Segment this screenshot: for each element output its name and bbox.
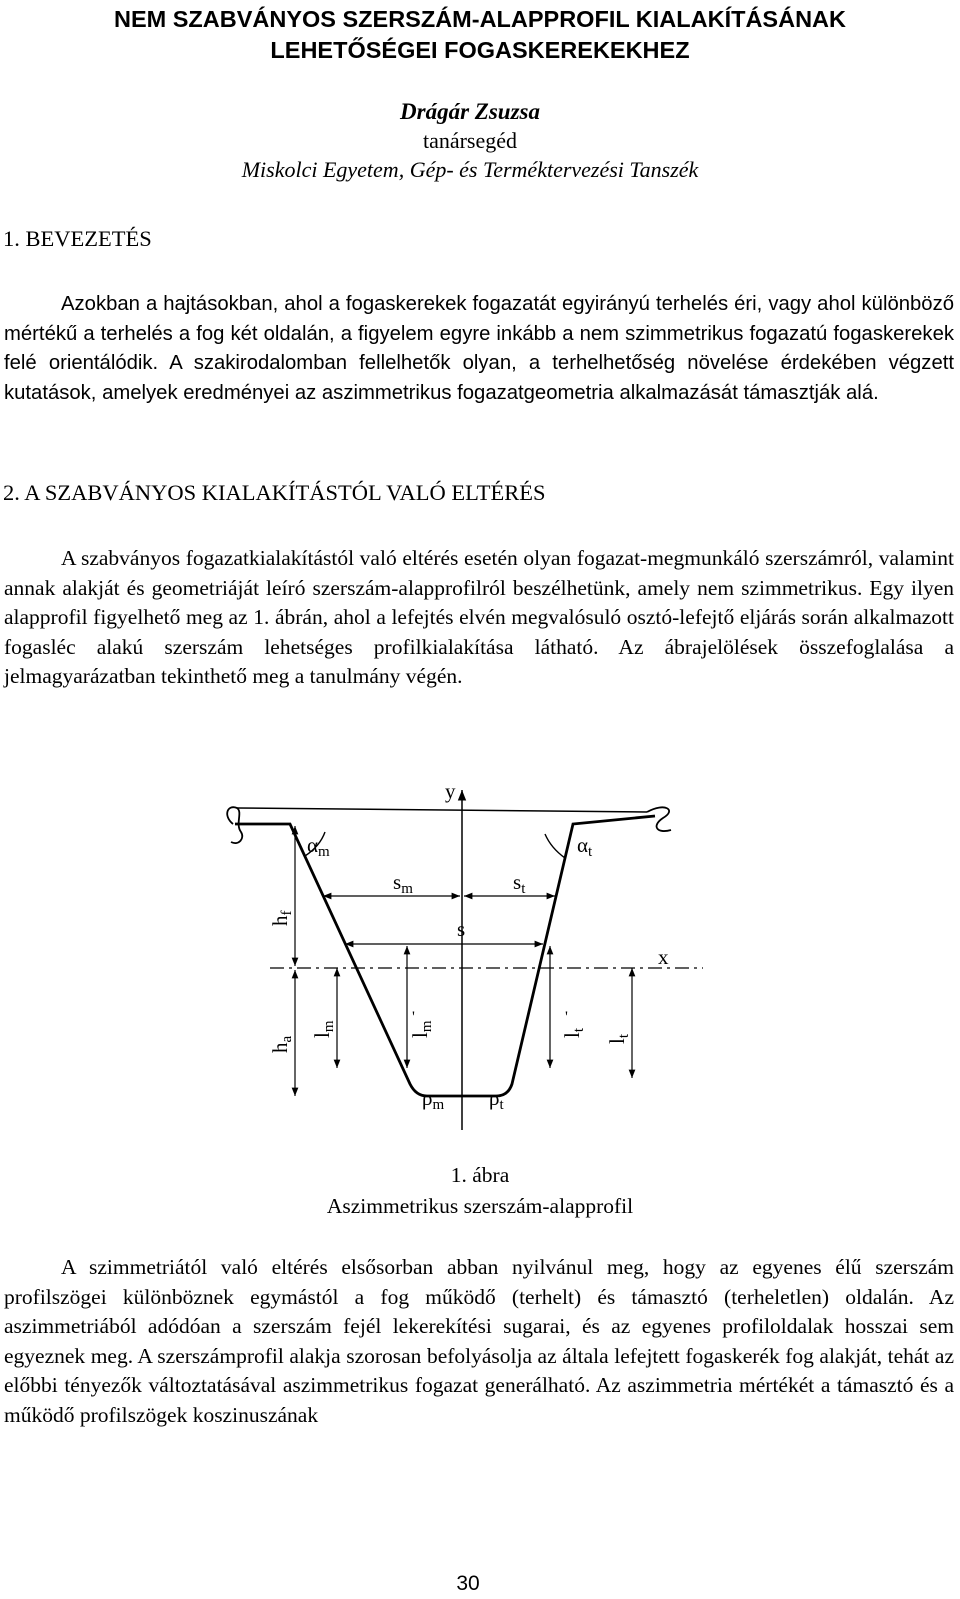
alpha-t-label: αt [577, 833, 593, 860]
paragraph-deviation: A szabványos fogazatkialakítástól való eltérés esetén olyan fogazat-megmunkáló szerszámról, valamint annak alakját és geometriáját leíró szerszám-alapprofilról beszélhetünk, amely nem szimmetrikus. Egy ilyen alapprofil figyelhető meg az 1. ábrán, ahol a lefejtés elvén megvalósuló osztó-lefejtő eljárás során alkalmazott fogasléc alakú szerszám lehetséges profilkialakítása látható. Az ábrajelölések összefoglalása a jelmagyarázatban tekinthető meg a tanulmány végén. [4, 546, 954, 688]
section-heading-introduction: 1. BEVEZETÉS [3, 226, 152, 251]
l-m-label: lm [310, 1020, 337, 1038]
author-name: Drágár Zsuzsa [400, 99, 540, 124]
y-axis-label: y [445, 779, 456, 803]
author-position: tanársegéd [422, 128, 518, 153]
author-affiliation: Miskolci Egyetem, Gép- és Terméktervezési Tanszék [241, 157, 699, 182]
tool-top-line [237, 808, 647, 812]
page-number: 30 [456, 1572, 480, 1595]
figure-number: 1. ábra [450, 1163, 510, 1187]
x-axis-label: x [658, 945, 669, 969]
figure-caption [0, 1160, 960, 1222]
s-t-label: st [513, 870, 526, 897]
s-label: s [457, 917, 466, 941]
rho-m-label: ρm [422, 1086, 445, 1113]
l-t-prime-mark: ' [565, 1009, 568, 1026]
rho-t-label: ρt [489, 1086, 504, 1113]
figure-title: Aszimmetrikus szerszám-alapprofil [326, 1194, 634, 1218]
right-break-line [647, 807, 671, 831]
author-block [160, 97, 780, 184]
figure-asymmetric-tool-profile [195, 768, 735, 1143]
title-line-1: NEM SZABVÁNYOS SZERSZÁM-ALAPPROFIL KIALAKÍTÁSÁNAK [114, 6, 846, 32]
l-t-label: lt [605, 1033, 632, 1044]
l-m-prime-label: lm [408, 1020, 435, 1038]
paper-title [0, 4, 960, 66]
h-f-label: hf [268, 910, 295, 926]
paragraph-introduction: Azokban a hajtásokban, ahol a fogaskerekek fogazatát egyirányú terhelés éri, vagy ahol különböző mértékű a terhelés a fog két oldalán, a figyelem egyre inkább a nem szimmetrikus fogazatú fogaskerekek felé orientálódik. A szakirodalomban fellelhetők olyan, a terhelhetőség növelése érdekében végzett kutatások, amelyek eredményei az aszimmetrikus fogazatgeometria alkalmazását támasztják alá. [4, 293, 954, 405]
l-t-prime-label: lt [560, 1027, 587, 1038]
s-m-label: sm [393, 870, 413, 897]
section-heading-deviation: 2. A SZABVÁNYOS KIALAKÍTÁSTÓL VALÓ ELTÉRÉS [3, 480, 546, 505]
alpha-t-arc [545, 834, 565, 858]
paragraph-asymmetry: A szimmetriától való eltérés elsősorban abban nyilvánul meg, hogy az egyenes élű szerszám profilszögei különböznek egymástól a fog működő (terhelt) és támasztó (terheletlen) oldalán. Az aszimmetriából adódóan a szerszám fejél lekerekítési sugarai, és az egyenes profiloldalak hosszai sem egyeznek meg. A szerszámprofil alakja szorosan befolyásolja az általa lefejtett fogaskerék fog alakját, tehát az előbbi tényezők változtatásával aszimmetrikus fogazat generálható. Az aszimmetria mértékét a támasztó és a működő profilszögek koszinuszának [4, 1255, 954, 1427]
l-m-prime-mark: ' [412, 1009, 415, 1026]
title-line-2: LEHETŐSÉGEI FOGASKEREKEKHEZ [270, 37, 690, 63]
alpha-m-label: αm [307, 833, 330, 860]
h-a-label: ha [268, 1035, 295, 1053]
